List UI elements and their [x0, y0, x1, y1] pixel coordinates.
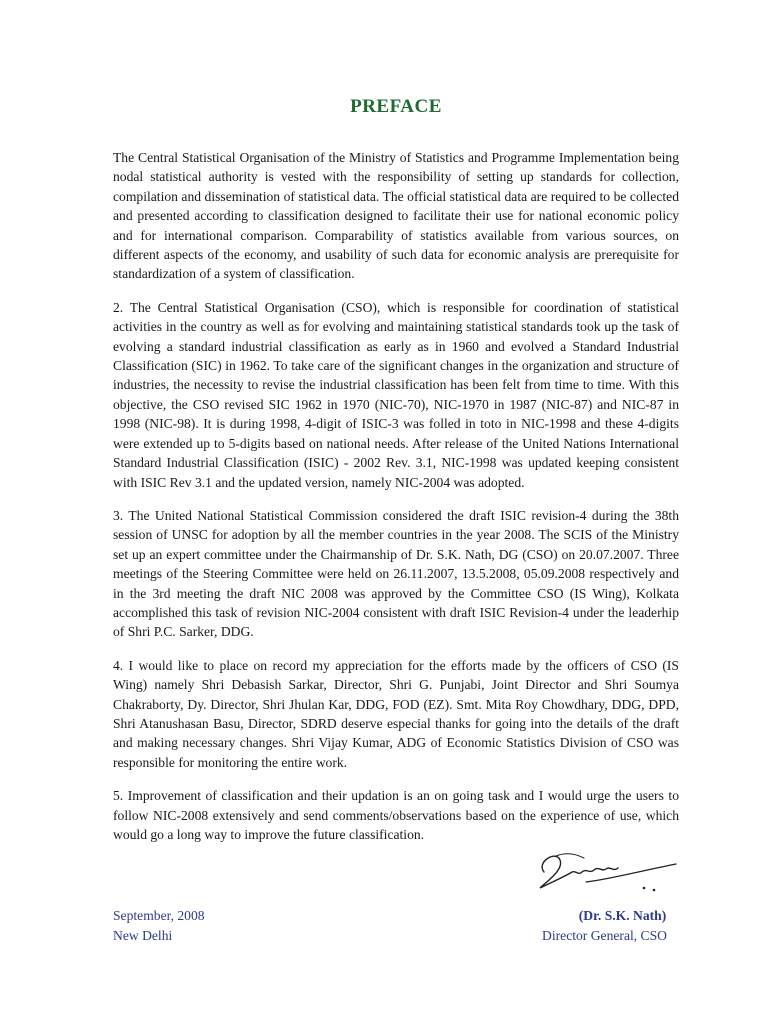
page-title: PREFACE	[350, 96, 442, 117]
paragraph-5: 5. Improvement of classification and their updation is an on going task and I would urge the users to follow NIC-2008 extensively and send comments/observations based on the experience of use, which would go a long way to improve the future classification.	[113, 788, 679, 842]
paragraph-2: 2. The Central Statistical Organisation (CSO), which is responsible for coordination of statistical activities in the country as well as for evolving and maintaining statistical standards took up the task of evolving a standard industrial classification as early as in 1960 and evolved a Standard Industrial Classification (SIC) in 1962. To take care of the significant changes in the organization and structure of industries, the necessity to revise the industrial classification has been felt from time to time. With this objective, the CSO revised SIC 1962 in 1970 (NIC-70), NIC-1970 in 1987 (NIC-87) and NIC-87 in 1998 (NIC-98). It is during 1998, 4-digit of ISIC-3 was folled in toto in NIC-1998 and these 4-digits were extended up to 5-digits based on national needs. After release of the United Nations International Standard Industrial Classification (ISIC) - 2002 Rev. 3.1, NIC-1998 was updated keeping consistent with ISIC Rev 3.1 and the updated version, namely NIC-2004 was adopted.	[113, 299, 679, 490]
signatory	[542, 906, 667, 946]
handwritten-signature	[526, 842, 686, 904]
signatory-name: (Dr. S.K. Nath)	[578, 908, 667, 923]
signature-block	[113, 842, 679, 952]
place-text: New Delhi	[113, 928, 173, 943]
signatory-title: Director General, CSO	[542, 928, 667, 943]
paragraph-3: 3. The United National Statistical Commission considered the draft ISIC revision-4 during the 38th session of UNSC for adoption by all the member countries in the year 2008. The SCIS of the Ministry set up an expert committee under the Chairmanship of Dr. S.K. Nath, DG (CSO) on 20.07.2007. Three meetings of the Steering Committee were held on 26.11.2007, 13.5.2008, 05.09.2008 respectively and in the 3rd meeting the draft NIC 2008 was approved by the Committee CSO (IS Wing), Kolkata accomplished this task of revision NIC-2004 consistent with draft ISIC Revision-4 under the leaderhip of Shri P.C. Sarker, DDG.	[113, 507, 679, 640]
date-text: September, 2008	[113, 908, 205, 923]
place-date	[113, 906, 205, 946]
paragraph-intro: The Central Statistical Organisation of the Ministry of Statistics and Programme Implementation being nodal statistical authority is vested with the responsibility of setting up standards for collection, compilation and dissemination of statistical data. The official statistical data are required to be collected and presented according to classification designed to facilitate their use for national economic policy and for international comparison. Comparability of statistics available from various sources, on different aspects of the economy, and usability of such data for economic analysis are prerequisite for standardization of a system of classification.	[113, 150, 679, 282]
paragraph-4: 4. I would like to place on record my appreciation for the efforts made by the officers of CSO (IS Wing) namely Shri Debasish Sarkar, Director, Shri G. Punjabi, Joint Director and Shri Soumya Chakraborty, Dy. Director, Shri Jhulan Kar, DDG, FOD (EZ). Smt. Mita Roy Chowdhary, DDG, DPD, Shri Atanushasan Basu, Director, SDRD deserve especial thanks for going into the details of the draft and making necessary changes. Shri Vijay Kumar, ADG of Economic Statistics Division of CSO was responsible for monitoring the entire work.	[113, 657, 679, 770]
preface-page	[113, 96, 679, 858]
